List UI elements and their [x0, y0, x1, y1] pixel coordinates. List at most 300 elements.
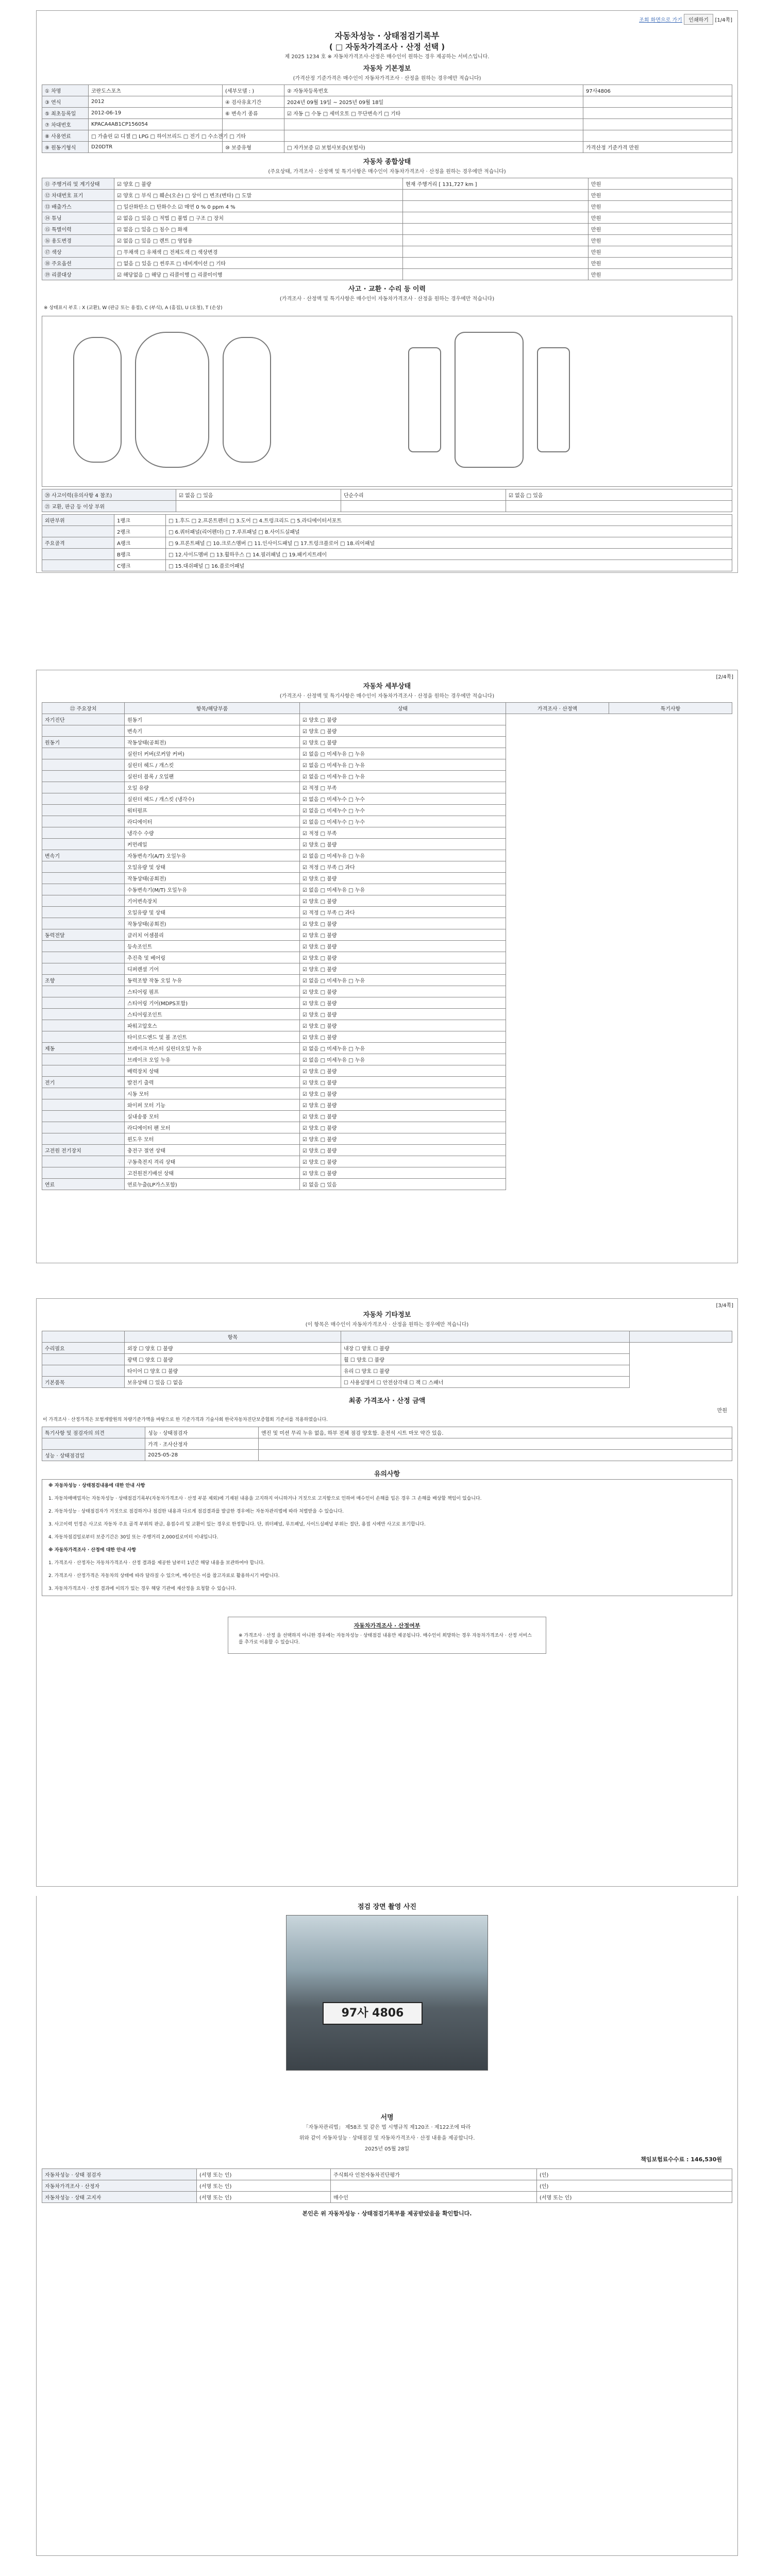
- overall-status-table: [42, 178, 732, 280]
- status-row: [42, 212, 732, 224]
- status-cell: ☑ 해당없음 □ 해당 □ 리콜이행 □ 리콜미이행: [114, 269, 403, 280]
- status-cell: ☑ 없음 □ 있음 □ 침수 □ 화재: [114, 224, 403, 235]
- status-cell: ☑ 없음 □ 있음 □ 적법 □ 불법 □ 구조 □ 장치: [114, 212, 403, 224]
- note-item: 2. 가격조사 · 산정가격은 자동차의 상태에 따라 달라질 수 있으며, 매수인은 이를 참고자료로 활용하시기 바랍니다.: [48, 1573, 280, 1579]
- basic-info-cell: ⑨ 원동기형식: [42, 142, 89, 153]
- detail-cell: 원동기: [125, 714, 300, 725]
- basic-info-cell: [284, 119, 583, 130]
- signer-cell: 매수인: [331, 2192, 537, 2203]
- detail-cell: ☑ 없음 □ 미세누유 □ 누유: [300, 850, 506, 861]
- accident-sub: (가격조사 · 산정액 및 특기사항은 매수인이 자동차가격조사 · 산정을 원하는 경우에만 적습니다): [279, 296, 495, 302]
- detail-row: [42, 1133, 732, 1145]
- inspector-cell: [259, 1438, 732, 1450]
- detail-row: [42, 714, 732, 725]
- detail-cell: 클러치 어셈블리: [125, 929, 300, 941]
- etc-cell: ☐ 사용설명서 ☐ 안전삼각대 ☐ 잭 ☐ 스패너: [341, 1377, 630, 1388]
- overall-status-title: 자동차 종합상태: [363, 158, 411, 166]
- outer-panel-cell: □ 1.후드 □ 2.프론트펜더 □ 3.도어 □ 4.트렁크리드 □ 5.라디에이터서포트: [166, 515, 732, 526]
- signer-cell: (서명 또는 인): [537, 2192, 732, 2203]
- detail-cell: 기어변속장치: [125, 895, 300, 907]
- signer-row: [42, 2180, 732, 2192]
- detail-cell: [42, 1054, 125, 1065]
- etc-header-cell: [341, 1331, 630, 1343]
- status-cell: 만원: [589, 178, 732, 190]
- detail-cell: [42, 1065, 125, 1077]
- detail-cell: [42, 1122, 125, 1133]
- page-2: [36, 670, 738, 1263]
- detail-cell: ☑ 양호 □ 불량: [300, 1167, 506, 1179]
- detail-row: [42, 725, 732, 737]
- inspector-cell: [259, 1450, 732, 1461]
- detail-cell: 윈도우 모터: [125, 1133, 300, 1145]
- etc-cell: 수리필요: [42, 1343, 125, 1354]
- accident-table: [42, 489, 732, 512]
- status-cell: 만원: [589, 235, 732, 246]
- detail-cell: ☑ 양호 □ 불량: [300, 839, 506, 850]
- inspector-cell: 2025-05-28: [145, 1450, 259, 1461]
- accident-cell: [341, 501, 506, 512]
- detail-cell: [42, 1031, 125, 1043]
- detail-cell: 추진축 및 베어링: [125, 952, 300, 963]
- detail-row: [42, 1043, 732, 1054]
- car-right-side: [223, 337, 271, 463]
- basic-info-cell: □ 자가보증 ☑ 보험사보증(보험사): [284, 142, 583, 153]
- detail-cell: 배력장치 상태: [125, 1065, 300, 1077]
- page-1: [36, 10, 738, 573]
- detail-cell: 오일유량 및 상태: [125, 861, 300, 873]
- outer-panel-row: [42, 526, 732, 537]
- detail-cell: 변속기: [125, 725, 300, 737]
- page-3-number: [3/4쪽]: [716, 1303, 733, 1309]
- detail-row: [42, 1179, 732, 1190]
- price-confirm-text: ※ 가격조사 · 산정 을 선택하지 아니한 경우에는 자동차성능 · 상태점검 내용만 제공됩니다. 매수인이 희망하는 경우 자동차가격조사 · 산정 서비스를 추가로 이용할 수 있습니다.: [239, 1633, 532, 1645]
- status-cell: ⑰ 색상: [42, 246, 114, 258]
- status-cell: 만원: [589, 246, 732, 258]
- etc-cell: [42, 1354, 125, 1365]
- outer-panel-cell: 외판부위: [42, 515, 114, 526]
- outer-panel-cell: 1랭크: [114, 515, 166, 526]
- status-cell: ☑ 없음 □ 있음 □ 렌트 □ 영업용: [114, 235, 403, 246]
- detail-header-cell: 상태: [300, 703, 506, 714]
- detail-row: [42, 827, 732, 839]
- basic-info-table: [42, 84, 732, 153]
- status-cell: ⑮ 특별이력: [42, 224, 114, 235]
- etc-cell: 유리 ☐ 양호 ☐ 불량: [341, 1365, 630, 1377]
- detail-row: [42, 997, 732, 1009]
- detail-cell: ☑ 양호 □ 불량: [300, 941, 506, 952]
- detail-cell: ☑ 양호 □ 불량: [300, 1065, 506, 1077]
- outer-panel-table: [42, 514, 732, 571]
- detail-cell: 고전원전기배선 상태: [125, 1167, 300, 1179]
- basic-info-cell: [284, 130, 583, 142]
- etc-info-title: 자동차 기타정보: [363, 1311, 411, 1319]
- status-cell: [403, 224, 589, 235]
- detail-cell: [42, 941, 125, 952]
- price-confirm-box: [228, 1617, 546, 1654]
- detail-cell: 실내송풍 모터: [125, 1111, 300, 1122]
- detail-cell: [42, 1009, 125, 1020]
- status-cell: ⑯ 용도변경: [42, 235, 114, 246]
- detail-cell: ☑ 없음 □ 미세누수 □ 누수: [300, 793, 506, 805]
- status-cell: 만원: [589, 224, 732, 235]
- basic-info-cell: ③ 연식: [42, 96, 89, 108]
- detail-cell: 작동상태(공회전): [125, 918, 300, 929]
- detail-row: [42, 748, 732, 759]
- detail-row: [42, 850, 732, 861]
- detail-cell: ☑ 양호 □ 불량: [300, 1099, 506, 1111]
- etc-cell: [42, 1365, 125, 1377]
- etc-cell: 내장 ☐ 양호 ☐ 불량: [341, 1343, 630, 1354]
- car-frame-side-2: [408, 347, 441, 452]
- outer-panel-cell: [42, 526, 114, 537]
- detail-cell: ☑ 없음 □ 미세누유 □ 누유: [300, 975, 506, 986]
- basic-info-cell: (세부모델 : ): [223, 85, 284, 96]
- detail-row: [42, 1054, 732, 1065]
- detail-cell: ☑ 양호 □ 불량: [300, 929, 506, 941]
- basic-info-row: [42, 142, 732, 153]
- detail-cell: 연료: [42, 1179, 125, 1190]
- outer-panel-row: [42, 549, 732, 560]
- detail-cell: ☑ 적정 □ 부족: [300, 827, 506, 839]
- detail-cell: ☑ 양호 □ 불량: [300, 1122, 506, 1133]
- basic-info-cell: ① 차명: [42, 85, 89, 96]
- status-row: [42, 246, 732, 258]
- status-cell: 만원: [589, 212, 732, 224]
- car-left-side: [73, 337, 122, 463]
- status-cell: 현재 주행거리 [ 131,727 km ]: [403, 178, 589, 190]
- detail-cell: ☑ 없음 □ 미세누유 □ 누유: [300, 1054, 506, 1065]
- detail-cell: 브레이크 오일 누유: [125, 1054, 300, 1065]
- detail-cell: 타이로드엔드 및 볼 조인트: [125, 1031, 300, 1043]
- detail-cell: 커먼레일: [125, 839, 300, 850]
- status-cell: [403, 258, 589, 269]
- detail-cell: [42, 986, 125, 997]
- status-cell: ⑭ 튜닝: [42, 212, 114, 224]
- signer-cell: 주식회사 인천자동차진단평가: [331, 2169, 537, 2180]
- basic-info-cell: 코란도스포츠: [89, 85, 223, 96]
- detail-cell: ☑ 없음 □ 있음: [300, 1179, 506, 1190]
- detail-cell: [42, 771, 125, 782]
- detail-header-cell: 가격조사 · 산정액: [506, 703, 609, 714]
- detail-cell: 동력전달: [42, 929, 125, 941]
- detail-cell: 제동: [42, 1043, 125, 1054]
- inspection-photo: [286, 1915, 488, 2071]
- detail-cell: ☑ 양호 □ 불량: [300, 952, 506, 963]
- inspector-row: [42, 1438, 732, 1450]
- detail-row: [42, 1020, 732, 1031]
- detail-cell: 수동변속기(M/T) 오일누유: [125, 884, 300, 895]
- detail-cell: ☑ 양호 □ 불량: [300, 997, 506, 1009]
- detail-cell: 브레이크 마스터 실린더오일 누유: [125, 1043, 300, 1054]
- detail-row: [42, 873, 732, 884]
- note-item: 4. 자동차점검일로부터 보증기간은 30일 또는 주행거리 2,000킬로미터 이내입니다.: [48, 1535, 219, 1540]
- status-row: [42, 201, 732, 212]
- basic-info-cell: [583, 130, 732, 142]
- basic-info-cell: ⑩ 보증유형: [223, 142, 284, 153]
- status-row: [42, 178, 732, 190]
- detail-cell: [42, 907, 125, 918]
- detail-cell: 오일유량 및 상태: [125, 907, 300, 918]
- detail-cell: 구동축전지 격리 상태: [125, 1156, 300, 1167]
- detail-cell: ☑ 없음 □ 미세누유 □ 누유: [300, 748, 506, 759]
- inspector-cell: 특기사항 및 점검자의 의견: [42, 1427, 145, 1438]
- detail-cell: 파워고압호스: [125, 1020, 300, 1031]
- detail-header-cell: 특기사항: [609, 703, 732, 714]
- basic-info-cell: [583, 108, 732, 119]
- detail-row: [42, 1031, 732, 1043]
- status-cell: □ 일산화탄소 □ 탄화수소 ☑ 매연 0 % 0 ppm 4 %: [114, 201, 403, 212]
- outer-panel-cell: 주요골격: [42, 537, 114, 549]
- notes-list-1: [42, 1493, 732, 1544]
- accident-cell: ㉑ 교환, 판금 등 이상 부위: [42, 501, 176, 512]
- detail-cell: 실린더 헤드 / 개스킷 (냉각수): [125, 793, 300, 805]
- detail-cell: ☑ 양호 □ 불량: [300, 1156, 506, 1167]
- detail-row: [42, 895, 732, 907]
- basic-info-cell: [223, 119, 284, 130]
- signature-text-2: 위와 같이 자동차성능 · 상태점검 및 자동차가격조사 · 산정 내용을 제공합니다.: [299, 2136, 475, 2141]
- detail-row: [42, 839, 732, 850]
- etc-info-table: [42, 1331, 732, 1388]
- signer-cell: [331, 2180, 537, 2192]
- basic-info-cell: 2012: [89, 96, 223, 108]
- detail-status-table: [42, 702, 732, 1190]
- inspector-cell: 성능 · 상태점검일: [42, 1450, 145, 1461]
- note-item: 3. 자동차가격조사 · 산정 결과에 이의가 있는 경우 해당 기관에 재산정을 요청할 수 있습니다.: [48, 1586, 237, 1591]
- status-cell: 만원: [589, 269, 732, 280]
- status-cell: ☑ 양호 □ 부식 □ 훼손(오손) □ 상이 □ 변조(변타) □ 도말: [114, 190, 403, 201]
- status-cell: [403, 246, 589, 258]
- outer-panel-row: [42, 515, 732, 526]
- detail-cell: ☑ 양호 □ 불량: [300, 1077, 506, 1088]
- outer-panel-cell: □ 6.쿼터패널(리어펜더) □ 7.루프패널 □ 8.사이드실패널: [166, 526, 732, 537]
- detail-row: [42, 952, 732, 963]
- car-top-view: [135, 332, 209, 468]
- detail-row: [42, 861, 732, 873]
- status-row: [42, 269, 732, 280]
- detail-cell: ☑ 양호 □ 불량: [300, 725, 506, 737]
- detail-row: [42, 1122, 732, 1133]
- signature-date: 2025년 05월 28일: [364, 2146, 410, 2152]
- signer-cell: (서명 또는 인): [197, 2169, 331, 2180]
- detail-cell: ☑ 양호 □ 불량: [300, 1088, 506, 1099]
- detail-cell: 스티어링 펌프: [125, 986, 300, 997]
- detail-cell: 동력조향 작동 오일 누유: [125, 975, 300, 986]
- inspector-row: [42, 1427, 732, 1438]
- detail-cell: ☑ 적정 □ 부족: [300, 782, 506, 793]
- final-price-note: 이 가격조사 · 산정가격은 보험개발원의 차량기준가액을 바탕으로 한 기준가격과 기술사회 한국자동차진단보증협회 기준서를 적용하였습니다.: [43, 1417, 328, 1422]
- note-item: 1. 자동차매매업자는 자동차성능 · 상태점검기록부(자동차가격조사 · 산정 부분 제외)에 기재된 내용을 고지하지 아니하거나 거짓으로 고지함으로 인하여 매수인이 손해를 입은 경우 그 손해를 배상할 책임이 있습니다.: [48, 1496, 482, 1501]
- detail-cell: ☑ 없음 □ 미세누수 □ 누수: [300, 805, 506, 816]
- detail-cell: [42, 861, 125, 873]
- final-price-title: 최종 가격조사 · 산정 금액: [348, 1397, 426, 1405]
- notes-title: 유의사항: [374, 1470, 400, 1478]
- notes-list-2: [42, 1557, 732, 1596]
- detail-row: [42, 737, 732, 748]
- detail-cell: 작동상태(공회전): [125, 737, 300, 748]
- signer-row: [42, 2169, 732, 2180]
- detail-cell: [42, 1111, 125, 1122]
- detail-header-cell: 항목/해당부품: [125, 703, 300, 714]
- detail-cell: 원동기: [42, 737, 125, 748]
- detail-cell: 라디에이터: [125, 816, 300, 827]
- detail-cell: [42, 782, 125, 793]
- detail-cell: ☑ 양호 □ 불량: [300, 1111, 506, 1122]
- detail-cell: ☑ 없음 □ 미세누유 □ 누유: [300, 759, 506, 771]
- detail-row: [42, 1077, 732, 1088]
- outer-panel-cell: □ 9.프론트패널 □ 10.크로스멤버 □ 11.인사이드패널 □ 17.트렁크플로어 □ 18.리어패널: [166, 537, 732, 549]
- basic-info-cell: ☑ 자동 □ 수동 □ 세미오토 □ 무단변속기 □ 기타: [284, 108, 583, 119]
- print-button[interactable]: 인쇄하기: [684, 14, 713, 25]
- detail-row: [42, 1088, 732, 1099]
- go-to-view-link[interactable]: 조회 화면으로 가기: [639, 18, 682, 23]
- basic-info-cell: [583, 119, 732, 130]
- detail-cell: 자기진단: [42, 714, 125, 725]
- status-cell: 만원: [589, 190, 732, 201]
- detail-cell: 와이퍼 모터 기능: [125, 1099, 300, 1111]
- detail-row: [42, 1099, 732, 1111]
- detail-row: [42, 816, 732, 827]
- basic-info-cell: 97사4806: [583, 85, 732, 96]
- basic-info-cell: KPACA4AB1CP156054: [89, 119, 223, 130]
- basic-info-cell: ⑥ 변속기 종류: [223, 108, 284, 119]
- footer-confirm: 본인은 위 자동차성능 · 상태점검기록부를 제공받았음을 확인합니다.: [302, 2210, 472, 2217]
- inspector-cell: [42, 1438, 145, 1450]
- status-cell: 만원: [589, 201, 732, 212]
- etc-header-cell: [42, 1331, 125, 1343]
- detail-status-sub: (가격조사 · 산정액 및 특기사항은 매수인이 자동차가격조사 · 산정을 원하는 경우에만 적습니다): [279, 693, 495, 699]
- detail-cell: 작동상태(공회전): [125, 873, 300, 884]
- outer-panel-row: [42, 537, 732, 549]
- detail-cell: [42, 997, 125, 1009]
- status-cell: [403, 235, 589, 246]
- note-item: 1. 가격조사 · 산정자는 자동차가격조사 · 산정 결과를 제공한 날부터 1년간 해당 내용을 보관하여야 합니다.: [48, 1561, 265, 1566]
- etc-header-cell: 항목: [125, 1331, 341, 1343]
- outer-panel-row: [42, 560, 732, 571]
- detail-cell: 발전기 출력: [125, 1077, 300, 1088]
- basic-info-cell: ⑤ 최초등록일: [42, 108, 89, 119]
- basic-info-cell: ② 자동차등록번호: [284, 85, 583, 96]
- detail-cell: 실린더 블록 / 오일팬: [125, 771, 300, 782]
- detail-cell: ☑ 양호 □ 불량: [300, 963, 506, 975]
- detail-cell: [42, 873, 125, 884]
- detail-row: [42, 1111, 732, 1122]
- notes-head-2: ※ 자동차가격조사 · 산정에 대한 안내 사항: [48, 1548, 137, 1553]
- page-number: [1/4쪽]: [715, 18, 732, 23]
- inspector-table: [42, 1427, 732, 1461]
- detail-cell: 실린더 헤드 / 개스킷: [125, 759, 300, 771]
- signer-cell: 자동차가격조사 · 산정자: [42, 2180, 197, 2192]
- detail-header-cell: ㉒ 주요장치: [42, 703, 125, 714]
- detail-cell: [42, 759, 125, 771]
- etc-header-row: [42, 1331, 732, 1343]
- accident-row: [42, 489, 732, 501]
- car-frame-view: [455, 332, 524, 468]
- basic-info-row: [42, 108, 732, 119]
- price-confirm-title: 자동차가격조사 · 산정여부: [354, 1622, 421, 1629]
- etc-row: [42, 1343, 732, 1354]
- detail-cell: 자동변속기(A/T) 오일누유: [125, 850, 300, 861]
- detail-cell: [42, 805, 125, 816]
- basic-info-cell: ⑦ 차대번호: [42, 119, 89, 130]
- detail-row: [42, 805, 732, 816]
- license-plate: 97사 4806: [323, 2002, 423, 2025]
- etc-info-sub: (이 항목은 매수인이 자동차가격조사 · 산정을 원하는 경우에만 적습니다): [305, 1322, 469, 1328]
- status-cell: [403, 212, 589, 224]
- detail-row: [42, 1167, 732, 1179]
- etc-cell: 보유상태 ☐ 있음 ☐ 없음: [125, 1377, 341, 1388]
- etc-cell: 휠 ☐ 양호 ☐ 불량: [341, 1354, 630, 1365]
- status-row: [42, 190, 732, 201]
- detail-row: [42, 963, 732, 975]
- status-cell: [403, 190, 589, 201]
- page-4: [36, 1896, 738, 2556]
- detail-cell: ☑ 양호 □ 불량: [300, 895, 506, 907]
- accident-cell: [176, 501, 341, 512]
- detail-cell: ☑ 양호 □ 불량: [300, 1031, 506, 1043]
- detail-cell: 시동 모터: [125, 1088, 300, 1099]
- status-cell: ⑲ 리콜대상: [42, 269, 114, 280]
- detail-cell: 충전구 절연 상태: [125, 1145, 300, 1156]
- detail-cell: ☑ 양호 □ 불량: [300, 1020, 506, 1031]
- detail-row: [42, 884, 732, 895]
- detail-cell: 등속조인트: [125, 941, 300, 952]
- etc-cell: 외장 ☐ 양호 ☐ 불량: [125, 1343, 341, 1354]
- detail-cell: ☑ 양호 □ 불량: [300, 1133, 506, 1145]
- signers-table: [42, 2168, 732, 2203]
- inspector-cell: 가격 · 조사산정자: [145, 1438, 259, 1450]
- detail-cell: [42, 884, 125, 895]
- status-cell: [403, 269, 589, 280]
- detail-cell: ☑ 양호 □ 불량: [300, 918, 506, 929]
- vehicle-diagram: [42, 316, 732, 487]
- outer-panel-cell: □ 15.대쉬패널 □ 16.플로어패널: [166, 560, 732, 571]
- accident-title: 사고 · 교환 · 수리 등 이력: [348, 285, 426, 293]
- basic-info-sub: (가격산정 기준가격은 매수인이 자동차가격조사 · 산정을 원하는 경우에만 적습니다): [293, 76, 481, 81]
- inspector-row: [42, 1450, 732, 1461]
- signer-cell: 자동차성능 · 상태 고지자: [42, 2192, 197, 2203]
- detail-cell: 냉각수 수량: [125, 827, 300, 839]
- note-item: 2. 자동차성능 · 상태점검자가 거짓으로 점검하거나 점검한 내용과 다르게 점검결과를 발급한 경우에는 자동차관리법에 따라 처벌받을 수 있습니다.: [48, 1509, 344, 1514]
- status-cell: ⑬ 배출가스: [42, 201, 114, 212]
- signer-cell: 자동차성능 · 상태 점검자: [42, 2169, 197, 2180]
- detail-cell: ☑ 적정 □ 부족 □ 과다: [300, 907, 506, 918]
- signature-text: 「자동차관리법」 제58조 및 같은 법 시행규칙 제120조 · 제122조에 따라: [303, 2125, 471, 2130]
- detail-cell: ☑ 양호 □ 불량: [300, 1145, 506, 1156]
- basic-info-row: [42, 119, 732, 130]
- detail-cell: [42, 1167, 125, 1179]
- detail-cell: 변속기: [42, 850, 125, 861]
- outer-panel-cell: C랭크: [114, 560, 166, 571]
- detail-cell: 스티어링조인트: [125, 1009, 300, 1020]
- status-cell: ⑪ 주행거리 및 계기상태: [42, 178, 114, 190]
- basic-info-cell: 2012-06-19: [89, 108, 223, 119]
- detail-cell: ☑ 양호 □ 불량: [300, 986, 506, 997]
- outer-panel-cell: 2랭크: [114, 526, 166, 537]
- detail-cell: 오일 유량: [125, 782, 300, 793]
- detail-cell: ☑ 없음 □ 미세누유 □ 누유: [300, 771, 506, 782]
- detail-cell: 전기: [42, 1077, 125, 1088]
- detail-row: [42, 975, 732, 986]
- car-frame-side: [537, 347, 570, 452]
- status-cell: 만원: [589, 258, 732, 269]
- detail-row: [42, 929, 732, 941]
- detail-row: [42, 1009, 732, 1020]
- detail-cell: [42, 793, 125, 805]
- accident-cell: ⑳ 사고이력(유의사항 4 참조): [42, 489, 176, 501]
- detail-cell: [42, 1020, 125, 1031]
- detail-cell: 워터펌프: [125, 805, 300, 816]
- status-cell: □ 없음 □ 있음 □ 썬루프 □ 네비게이션 □ 기타: [114, 258, 403, 269]
